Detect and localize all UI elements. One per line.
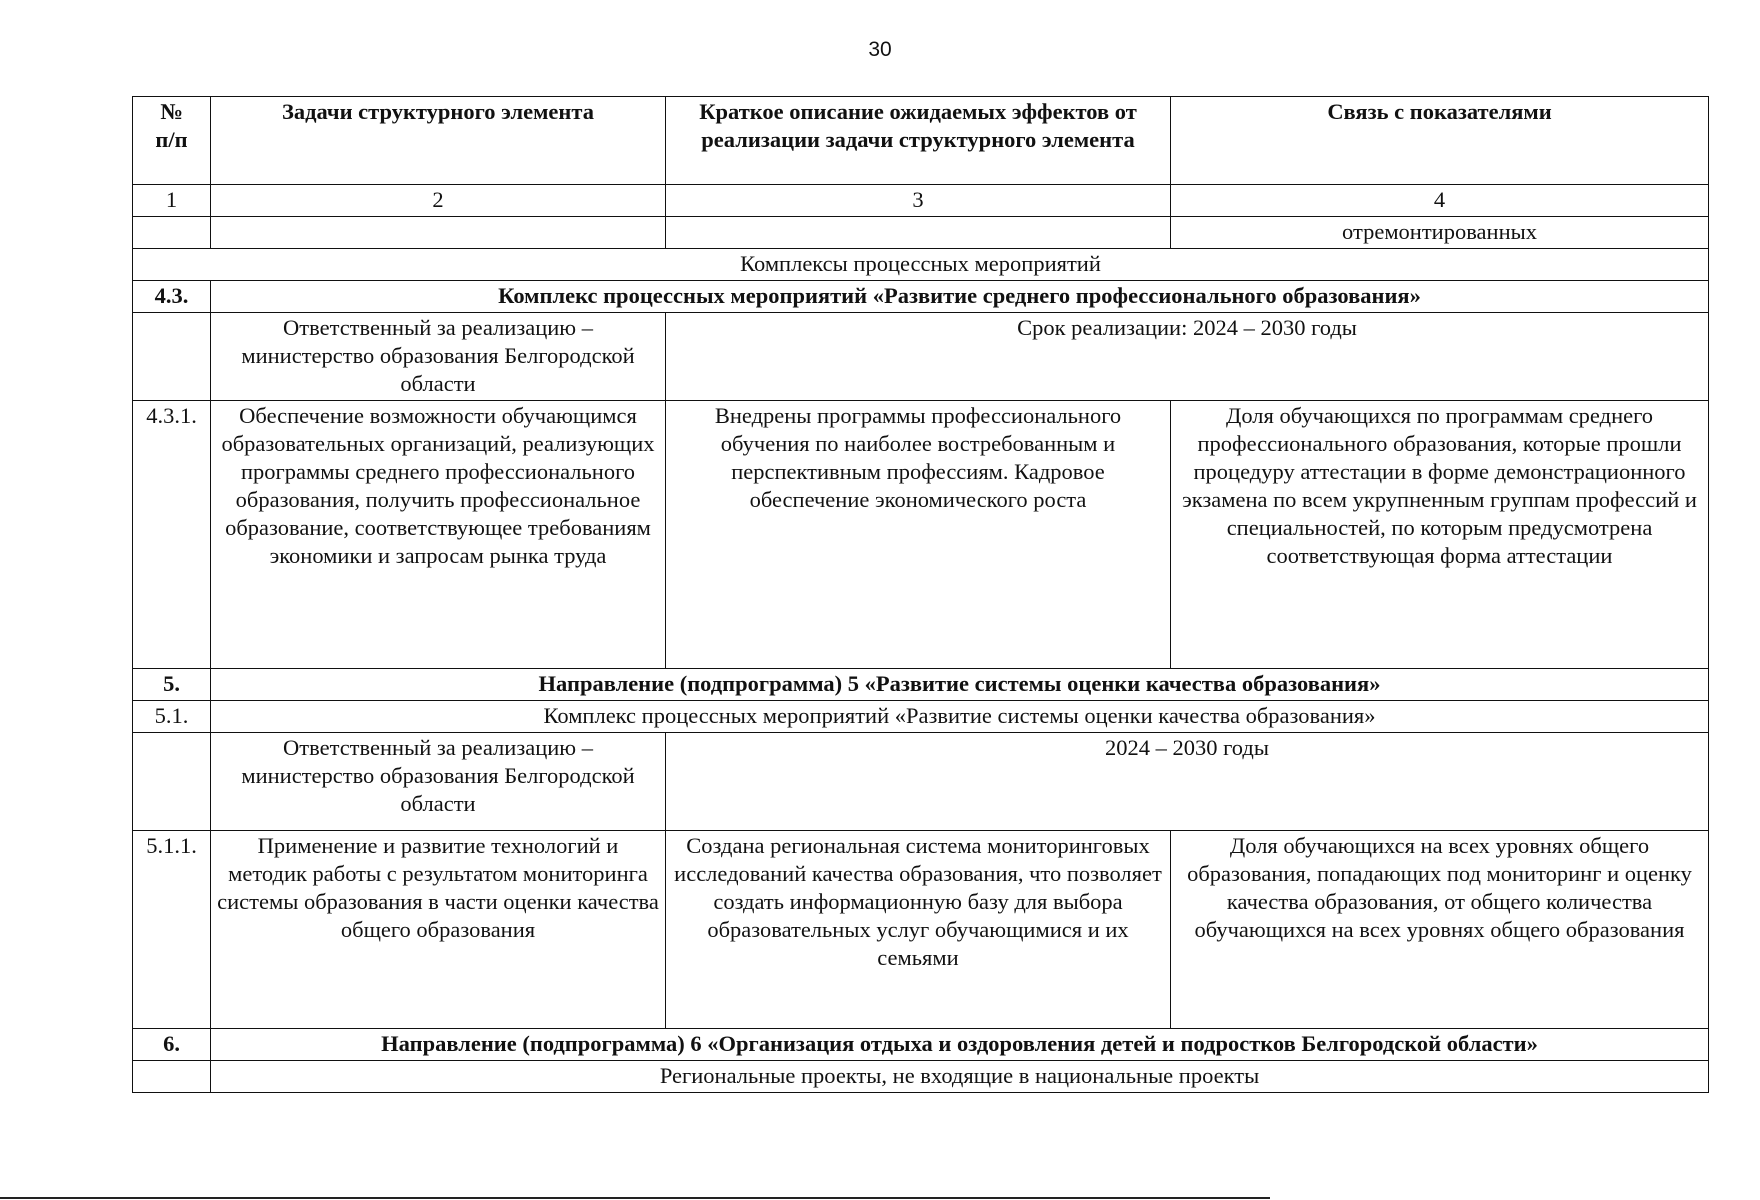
task-5-1-1-effect: Создана региональная система мониторинговых исследований качества образования, что позволяет создать информационную базу для выбора образовательных услуг обучающимися и их семьями — [666, 831, 1171, 1029]
complex-5-1-responsible-row — [133, 733, 1709, 831]
task-5-1-1-row — [133, 831, 1709, 1029]
task-4-3-1-effect: Внедрены программы профессионального обучения по наиболее востребованным и перспективным профессиям. Кадровое обеспечение экономического роста — [666, 401, 1171, 669]
complex-5-1-number: 5.1. — [133, 701, 211, 733]
carryover-empty-1 — [133, 217, 211, 249]
complex-5-1-responsible-empty — [133, 733, 211, 831]
task-5-1-1-indicator: Доля обучающихся на всех уровнях общего образования, попадающих под мониторинг и оценку качества образования, от общего количества обучающихся на всех уровнях общего образования — [1171, 831, 1709, 1029]
page-number: 30 — [868, 38, 892, 61]
complex-5-1-row — [133, 701, 1709, 733]
section-regional-row — [133, 1061, 1709, 1093]
task-4-3-1-task: Обеспечение возможности обучающимся образовательных организаций, реализующих программы среднего профессионального образования, получить профессиональное образование, соответствующее требованиям экономики и запросам рынка труда — [211, 401, 666, 669]
header-number: № п/п — [133, 97, 211, 185]
direction-6-row — [133, 1029, 1709, 1061]
bottom-divider — [0, 1197, 1270, 1199]
section-regional-title: Региональные проекты, не входящие в национальные проекты — [211, 1061, 1709, 1093]
column-number-row — [133, 185, 1709, 217]
section-processes-title: Комплексы процессных мероприятий — [133, 249, 1709, 281]
complex-4-3-row — [133, 281, 1709, 313]
carryover-row — [133, 217, 1709, 249]
header-tasks: Задачи структурного элемента — [211, 97, 666, 185]
task-4-3-1-row — [133, 401, 1709, 669]
complex-5-1-term: 2024 – 2030 годы — [666, 733, 1709, 831]
complex-4-3-responsible-row — [133, 313, 1709, 401]
program-structure-table — [132, 96, 1709, 1093]
task-4-3-1-number: 4.3.1. — [133, 401, 211, 669]
header-indicators: Связь с показателями — [1171, 97, 1709, 185]
direction-5-title: Направление (подпрограмма) 5 «Развитие системы оценки качества образования» — [211, 669, 1709, 701]
section-regional-empty — [133, 1061, 211, 1093]
complex-4-3-number: 4.3. — [133, 281, 211, 313]
complex-5-1-title: Комплекс процессных мероприятий «Развитие системы оценки качества образования» — [211, 701, 1709, 733]
carryover-empty-2 — [211, 217, 666, 249]
column-number-2: 2 — [211, 185, 666, 217]
complex-4-3-responsible-empty — [133, 313, 211, 401]
direction-6-title: Направление (подпрограмма) 6 «Организация отдыха и оздоровления детей и подростков Белгородской области» — [211, 1029, 1709, 1061]
task-5-1-1-number: 5.1.1. — [133, 831, 211, 1029]
header-effects: Краткое описание ожидаемых эффектов от реализации задачи структурного элемента — [666, 97, 1171, 185]
carryover-indicator: отремонтированных — [1171, 217, 1709, 249]
complex-4-3-title: Комплекс процессных мероприятий «Развитие среднего профессионального образования» — [211, 281, 1709, 313]
task-4-3-1-indicator: Доля обучающихся по программам среднего профессионального образования, которые прошли процедуру аттестации в форме демонстрационного экзамена по всем укрупненным группам профессий и специальностей, по которым предусмотрена соответствующая форма аттестации — [1171, 401, 1709, 669]
direction-5-row — [133, 669, 1709, 701]
carryover-empty-3 — [666, 217, 1171, 249]
complex-4-3-responsible: Ответственный за реализацию – министерство образования Белгородской области — [211, 313, 666, 401]
header-row — [133, 97, 1709, 185]
column-number-1: 1 — [133, 185, 211, 217]
direction-5-number: 5. — [133, 669, 211, 701]
complex-5-1-responsible: Ответственный за реализацию – министерство образования Белгородской области — [211, 733, 666, 831]
column-number-3: 3 — [666, 185, 1171, 217]
direction-6-number: 6. — [133, 1029, 211, 1061]
column-number-4: 4 — [1171, 185, 1709, 217]
task-5-1-1-task: Применение и развитие технологий и методик работы с результатом мониторинга системы образования в части оценки качества общего образования — [211, 831, 666, 1029]
section-processes-row — [133, 249, 1709, 281]
complex-4-3-term: Срок реализации: 2024 – 2030 годы — [666, 313, 1709, 401]
